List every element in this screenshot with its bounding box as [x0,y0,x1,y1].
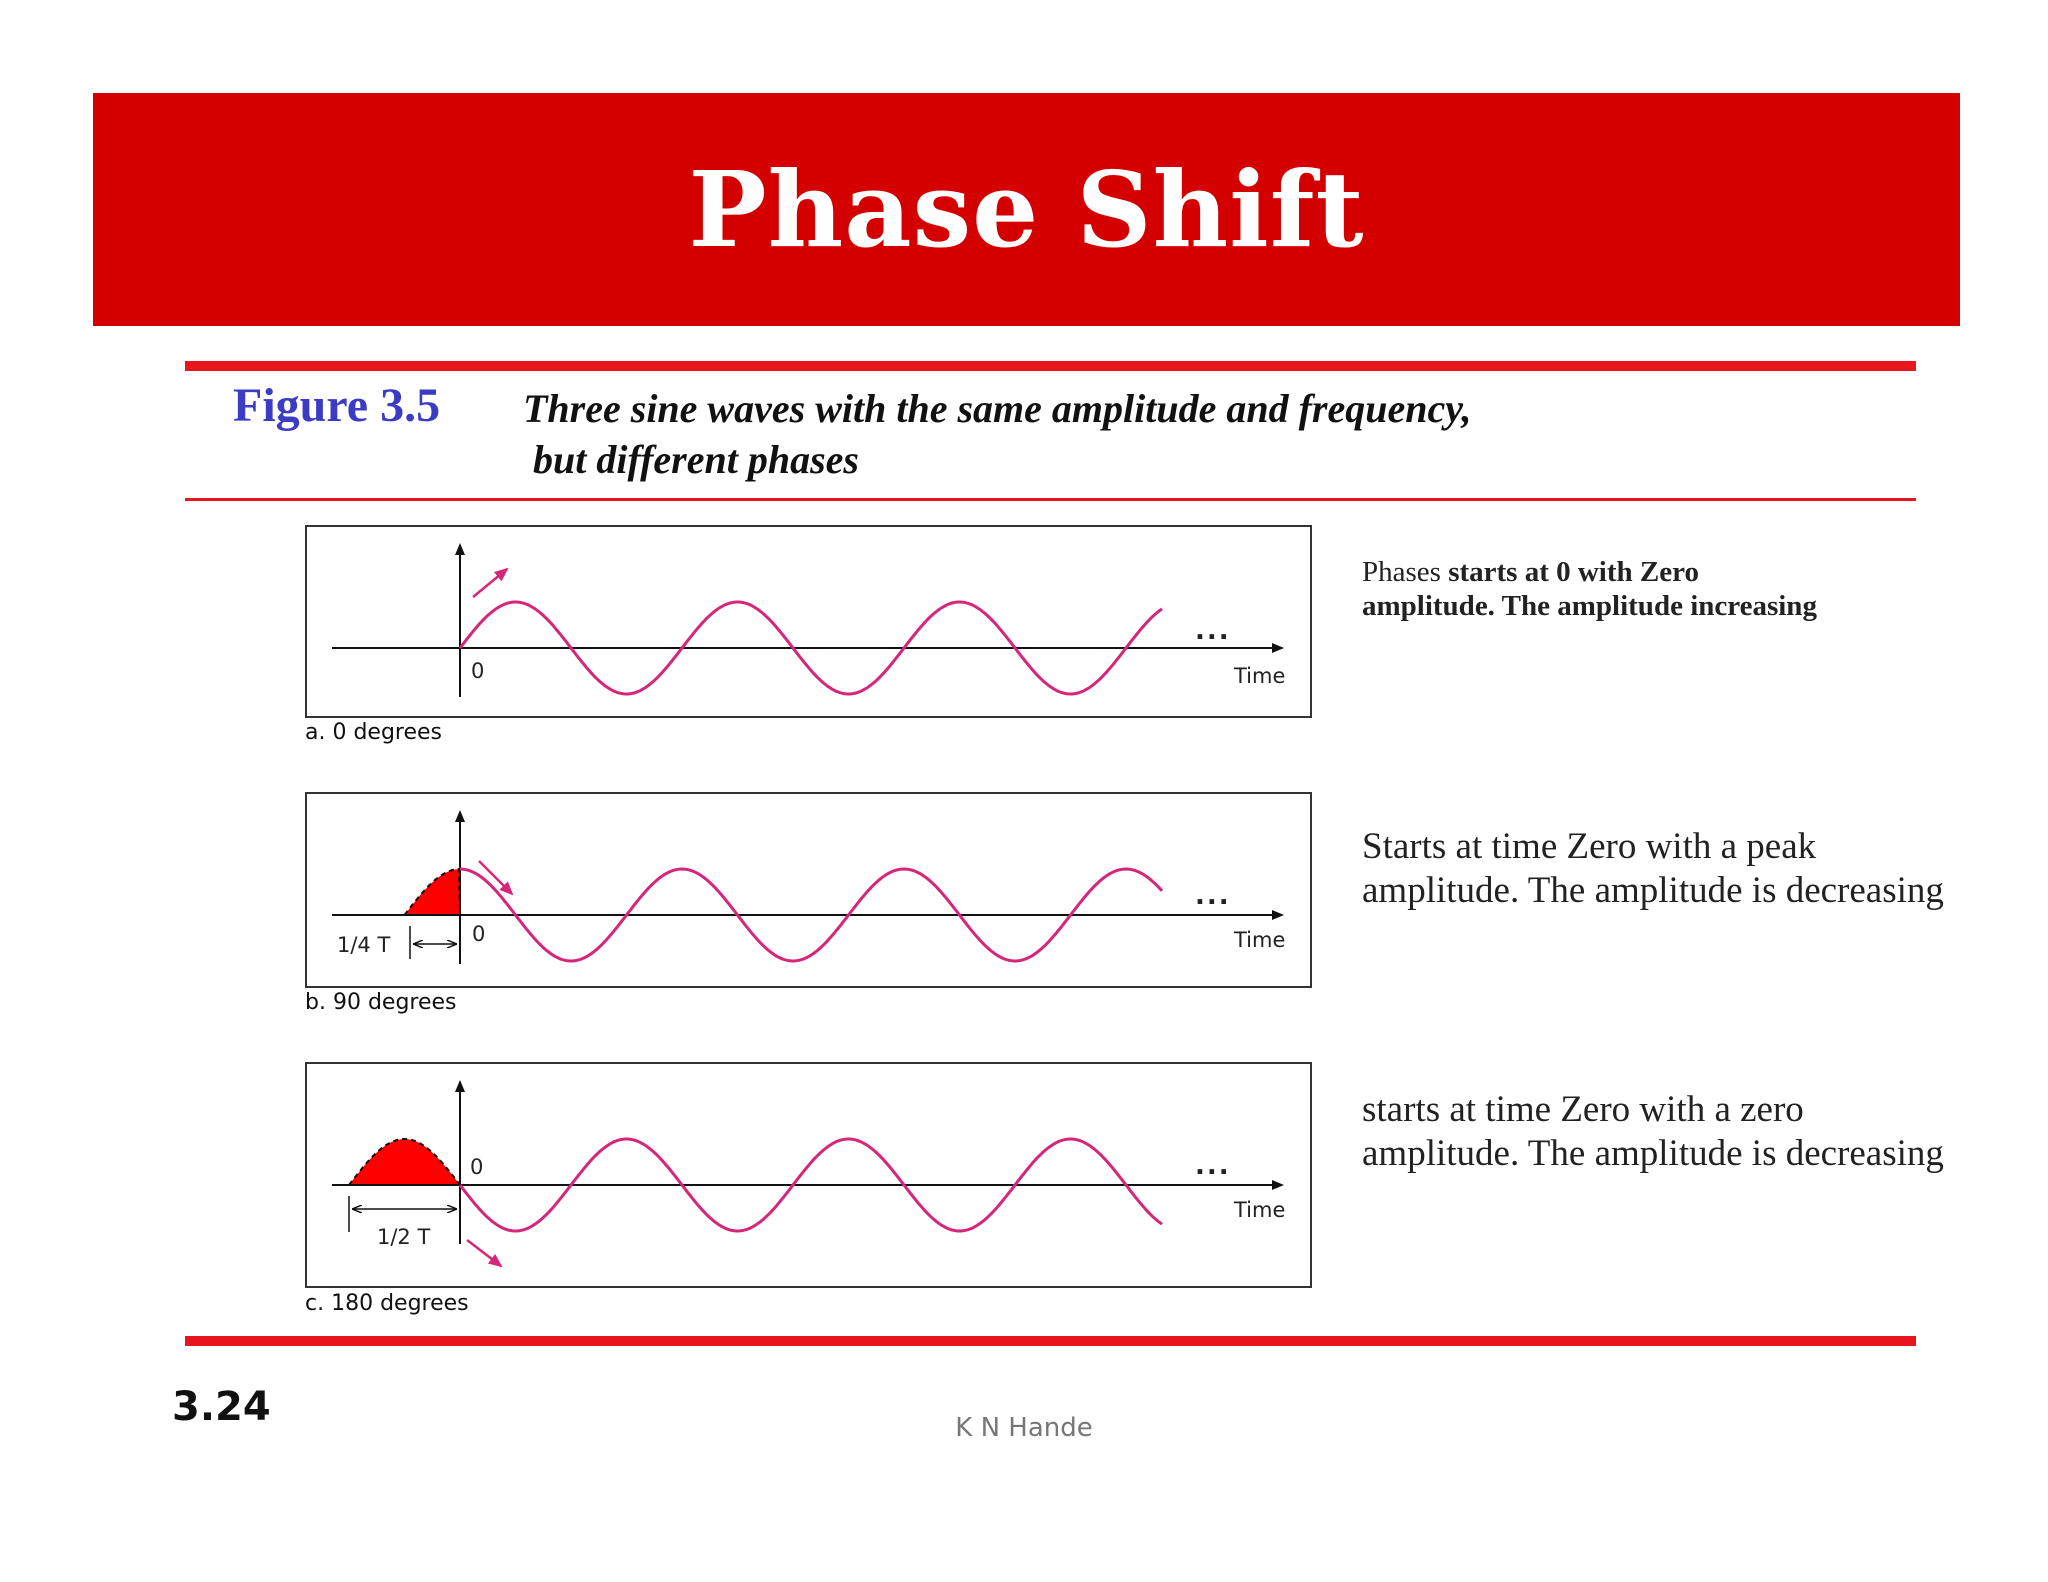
ellipsis: ... [1195,616,1231,646]
panel-b-description: Starts at time Zero with a peak amplitude. The amplitude is decreasing [1362,826,1944,911]
caption-rule [185,498,1916,501]
panel-a-plot [307,527,1310,716]
panel-a-description [1362,555,1832,623]
figure-caption-line2: but different phases [533,437,859,482]
panel-a-sublabel: a. 0 degrees [305,720,443,745]
panel-c-description: starts at time Zero with a zero amplitude. The amplitude is decreasing [1362,1089,1944,1174]
origin-label: 0 [470,1155,484,1179]
phase-offset-fill [405,869,460,915]
direction-arrow [473,569,507,597]
slide-number: 3.24 [172,1384,271,1430]
figure-caption [523,383,1823,485]
origin-label: 0 [471,659,485,683]
panel-b-sublabel: b. 90 degrees [305,990,457,1015]
offset-label: 1/2 T [377,1225,431,1249]
offset-label: 1/4 T [337,933,391,957]
ellipsis: ... [1195,881,1231,911]
panel-c-180-degrees [305,1062,1312,1288]
figure-caption-line1: Three sine waves with the same amplitude and frequency, [523,386,1472,431]
panel-a-0-degrees [305,525,1312,718]
bottom-rule [185,1336,1916,1346]
title-banner [93,93,1960,326]
panel-c-plot [307,1064,1310,1286]
time-label: Time [1234,1198,1286,1222]
figure-label: Figure 3.5 [233,379,441,432]
footer-author: K N Hande [955,1413,1093,1443]
panel-a-description-plain: Phases [1362,556,1449,588]
phase-offset-fill [349,1139,460,1185]
origin-label: 0 [472,922,486,946]
ellipsis: ... [1195,1151,1231,1181]
panel-c-sublabel: c. 180 degrees [305,1291,469,1316]
top-rule [185,361,1916,371]
panel-b-90-degrees [305,792,1312,988]
page-title: Phase Shift [688,148,1365,271]
panel-a-description-bold: starts at 0 with Zero amplitude. The amplitude increasing [1362,556,1817,622]
time-label: Time [1234,928,1286,952]
panel-b-plot [307,794,1310,986]
direction-arrow [467,1240,501,1266]
time-label: Time [1234,664,1286,688]
